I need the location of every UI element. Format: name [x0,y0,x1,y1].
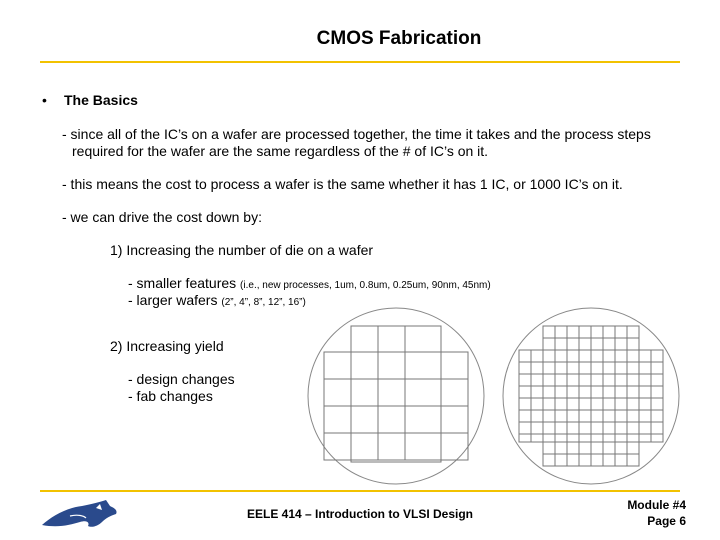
sub-item-smaller-features-label: - smaller features [128,275,237,291]
paragraph-2: - this means the cost to process a wafer is the same whether it has 1 IC, or 1000 IC’s on it. [62,176,623,192]
bobcat-logo-icon [40,498,120,532]
paragraph-1-line-2: required for the wafer are the same regardless of the # of IC’s on it. [72,143,489,159]
wafer-small-die-diagram [496,306,686,486]
sub-item-larger-wafers [128,292,306,311]
title-divider [40,61,680,63]
paragraph-3: - we can drive the cost down by: [62,209,262,225]
list-item-1: 1) Increasing the number of die on a wafer [110,242,374,258]
sub-item-design-changes: - design changes [128,371,235,387]
wafer-large-die-diagram [301,306,491,486]
sub-item-fab-changes: - fab changes [128,388,213,404]
footer-page-number: Page 6 [647,514,686,528]
sub-item-larger-wafers-note: (2”, 4”, 8”, 12”, 16”) [221,297,306,308]
footer-page-info [627,497,686,529]
list-item-2: 2) Increasing yield [110,338,224,354]
sub-item-larger-wafers-label: - larger wafers [128,292,218,308]
footer-course-title: EELE 414 – Introduction to VLSI Design [246,507,474,521]
slide-title: CMOS Fabrication [316,28,482,49]
section-heading: The Basics [64,92,138,108]
paragraph-1-line-1: - since all of the IC’s on a wafer are processed together, the time it takes and the process steps [62,126,651,142]
sub-item-smaller-features-note: (i.e., new processes, 1um, 0.8um, 0.25um, 90nm, 45nm) [240,280,491,291]
footer-module-number: Module #4 [627,498,686,512]
bullet-marker: • [42,92,47,108]
footer-divider [40,490,680,492]
